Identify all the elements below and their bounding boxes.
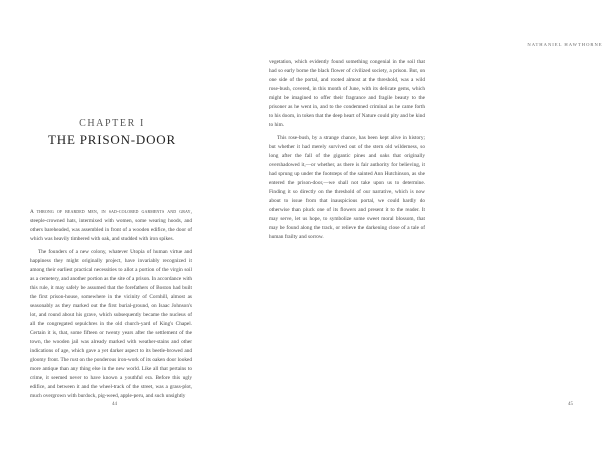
right-paragraph-2: This rose-bush, by a strange chance, has been kept alive in history; but whether it had merely survived out of the stern old wilderness, so long after the fall of the gigantic pines and oaks that originally overshadowed it,—or whether, as there is fair authority for believing, it had sprung up under the footsteps of the sainted Ann Hutchinson, as she entered the prison-door,—we shall not take upon us to determine. Finding it so directly on the threshold of our narrative, which is now about to issue from that inauspicious portal, we could hardly do otherwise than pluck one of its flowers and present it to the reader. It may serve, let us hope, to symbolize some sweet moral blossom, that may be found along the track, or relieve the darkening close of a tale of human frailty and sorrow. — [269, 135, 425, 240]
left-paragraph-2: The founders of a new colony, whatever Utopia of human virtue and happiness they might originally project, have invariably recognized it among their earliest practical necessities to allot a portion of the virgin soil as a cemetery, and another portion as the site of a prison. In accordance with this rule, it may safely be assumed that the forefathers of Boston had built the first prison-house, somewhere in the vicinity of Cornhill, almost as seasonably as they marked out the first burial-ground, on Isaac Johnson's lot, and round about his grave, which subsequently became the nucleus of all the congregated sepulchres in the old church-yard of King's Chapel. Certain it is, that, some fifteen or twenty years after the settlement of the town, the wooden jail was already marked with weather-stains and other indications of age, which gave a yet darker aspect to its beetle-browed and gloomy front. The rust on the ponderous iron-work of its oaken door looked more antique than any thing else in the new world. Like all that pertains to crime, it seemed never to have known a youthful era. Before this ugly edifice, and between it and the wheel-track of the street, was a grass-plot, much overgrown with burdock, pig-weed, apple-peru, and such unsightly — [30, 249, 192, 399]
page-number-left: 44 — [112, 402, 117, 407]
opening-paragraph-rest: steeple-crowned hats, intermixed with women, some wearing hoods, and others bareheaded, was assembled in front of a wooden edifice, the door of which was heavily timbered with oak, and studded with iron spikes. — [30, 218, 192, 242]
running-header: NATHANIEL HAWTHORNE — [527, 42, 603, 47]
opening-paragraph — [30, 208, 192, 244]
right-body-text — [269, 58, 425, 242]
page-number-right: 45 — [568, 402, 573, 407]
chapter-title: THE PRISON-DOOR — [48, 132, 176, 147]
left-page — [0, 0, 224, 449]
chapter-number: CHAPTER I — [79, 118, 145, 129]
left-body-text — [30, 208, 192, 401]
right-paragraph-1: vegetation, which evidently found something congenial in the soil that had so early borne the black flower of civilized society, a prison. But, on one side of the portal, and rooted almost at the threshold, was a wild rose-bush, covered, in this month of June, with its delicate gems, which might be imagined to offer their fragrance and fragile beauty to the prisoner as he went in, and to the condemned criminal as he came forth to his doom, in token that the deep heart of Nature could pity and be kind to him. — [269, 59, 425, 128]
opening-small-caps: A throng of bearded men, in sad-colored garments and gray, — [30, 209, 192, 215]
